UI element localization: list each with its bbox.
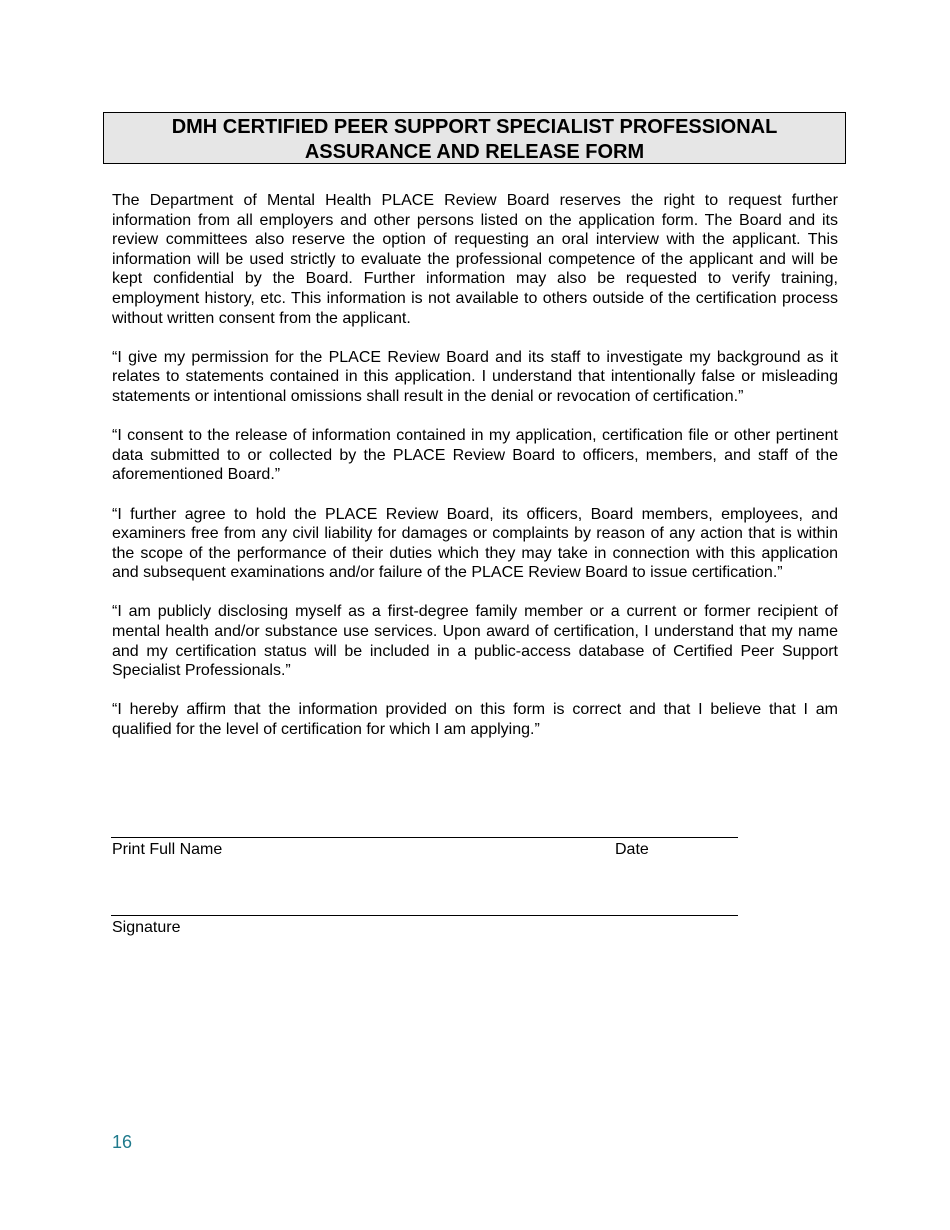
name-date-line[interactable] xyxy=(111,837,738,838)
signature-label: Signature xyxy=(112,919,181,936)
form-title-box xyxy=(103,112,846,164)
form-title-line-1: DMH CERTIFIED PEER SUPPORT SPECIALIST PROFESSIONAL xyxy=(171,116,778,138)
form-body xyxy=(112,191,838,759)
page-number: 16 xyxy=(112,1132,133,1152)
disclosure-statement: “I am publicly disclosing myself as a first-degree family member or a current or former recipient of mental health and/or substance use services. Upon award of certification, I understand that my name and my certification status will be included in a public-access database of Certified Peer Support Specialist Professionals.” xyxy=(112,603,838,680)
print-full-name-label: Print Full Name xyxy=(112,841,223,858)
signature-line[interactable] xyxy=(111,915,738,916)
liability-statement: “I further agree to hold the PLACE Review Board, its officers, Board members, employees, and examiners free from any civil liability for damages or complaints by reason of any action that is within the scope of the performance of their duties which they may take in connection with this application and subsequent examinations and/or failure of the PLACE Review Board to issue certification.” xyxy=(112,505,838,582)
affirmation-statement: “I hereby affirm that the information provided on this form is correct and that I believe that I am qualified for the level of certification for which I am applying.” xyxy=(112,701,838,739)
intro-paragraph: The Department of Mental Health PLACE Review Board reserves the right to request further information from all employers and other persons listed on the application form. The Board and its review committees also reserve the option of requesting an oral interview with the applicant. This information will be used strictly to evaluate the professional competence of the applicant and will be kept confidential by the Board. Further information may also be requested to verify training, employment history, etc. This information is not available to others outside of the certification process without written consent from the applicant. xyxy=(112,192,838,327)
date-label: Date xyxy=(615,841,649,858)
consent-statement: “I consent to the release of information contained in my application, certification file or other pertinent data submitted to or collected by the PLACE Review Board to officers, members, and staff of the aforementioned Board.” xyxy=(112,427,838,484)
form-title-line-2: ASSURANCE AND RELEASE FORM xyxy=(304,141,645,163)
permission-statement: “I give my permission for the PLACE Review Board and its staff to investigate my background as it relates to statements contained in this application. I understand that intentionally false or misleading statements or intentional omissions shall result in the denial or revocation of certification.” xyxy=(112,348,838,405)
